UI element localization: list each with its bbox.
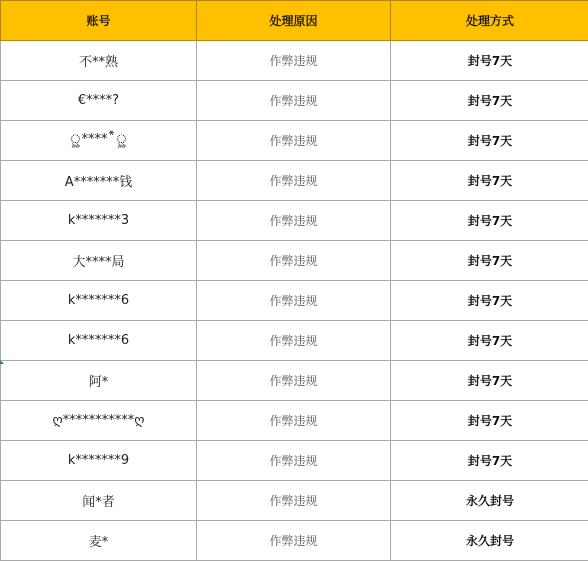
method-cell: 封号7天: [391, 41, 588, 81]
account-cell: 闻*者: [1, 481, 197, 521]
reason-cell: 作弊违规: [197, 121, 391, 161]
cell-indicator-mark: [0, 360, 4, 364]
method-cell: 封号7天: [391, 401, 588, 441]
method-cell: 封号7天: [391, 281, 588, 321]
table-row: [1, 401, 588, 441]
table-row: [1, 481, 588, 521]
reason-cell: 作弊违规: [197, 401, 391, 441]
header-reason: 处理原因: [197, 1, 391, 41]
method-cell: 封号7天: [391, 81, 588, 121]
method-cell: 封号7天: [391, 441, 588, 481]
account-cell: ৣ*****ৣ: [1, 121, 197, 161]
reason-cell: 作弊违规: [197, 81, 391, 121]
account-cell: ღ***********ღ: [1, 401, 197, 441]
account-cell: A*******钱: [1, 161, 197, 201]
account-cell: k*******9: [1, 441, 197, 481]
reason-cell: 作弊违规: [197, 161, 391, 201]
reason-cell: 作弊违规: [197, 321, 391, 361]
account-cell: 麦*: [1, 521, 197, 561]
reason-cell: 作弊违规: [197, 281, 391, 321]
method-cell: 封号7天: [391, 361, 588, 401]
reason-cell: 作弊违规: [197, 41, 391, 81]
reason-cell: 作弊违规: [197, 481, 391, 521]
method-cell: 封号7天: [391, 201, 588, 241]
account-cell: k*******3: [1, 201, 197, 241]
reason-cell: 作弊违规: [197, 241, 391, 281]
table-row: [1, 81, 588, 121]
account-cell: 大****局: [1, 241, 197, 281]
method-cell: 封号7天: [391, 241, 588, 281]
method-cell: 封号7天: [391, 321, 588, 361]
method-cell: 永久封号: [391, 521, 588, 561]
header-account: 账号: [1, 1, 197, 41]
reason-cell: 作弊违规: [197, 361, 391, 401]
table-row: [1, 281, 588, 321]
method-cell: 封号7天: [391, 121, 588, 161]
table-body: [1, 41, 588, 561]
account-cell: €****?: [1, 81, 197, 121]
account-cell: k*******6: [1, 281, 197, 321]
account-cell: k*******6: [1, 321, 197, 361]
table-row: [1, 361, 588, 401]
table-row: [1, 161, 588, 201]
table-row: [1, 441, 588, 481]
table-header: [1, 1, 588, 41]
table-row: [1, 41, 588, 81]
reason-cell: 作弊违规: [197, 201, 391, 241]
table-row: [1, 201, 588, 241]
account-cell: 阿*: [1, 361, 197, 401]
reason-cell: 作弊违规: [197, 441, 391, 481]
header-row: [1, 1, 588, 41]
table-row: [1, 241, 588, 281]
table-row: [1, 121, 588, 161]
table-row: [1, 321, 588, 361]
method-cell: 封号7天: [391, 161, 588, 201]
reason-cell: 作弊违规: [197, 521, 391, 561]
method-cell: 永久封号: [391, 481, 588, 521]
account-cell: 不**熟: [1, 41, 197, 81]
header-method: 处理方式: [391, 1, 588, 41]
table-row: [1, 521, 588, 561]
